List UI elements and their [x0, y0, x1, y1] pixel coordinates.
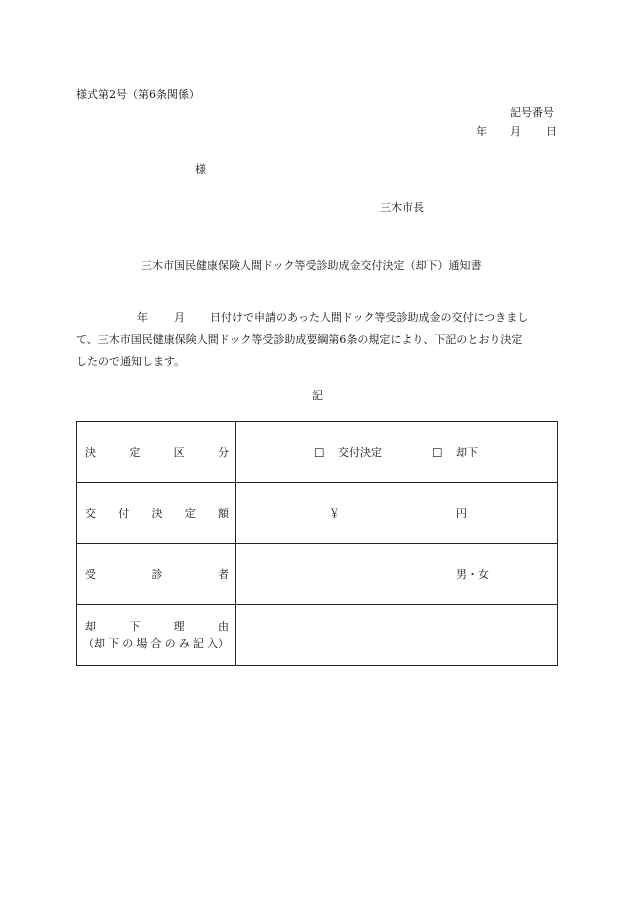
reject-checkbox[interactable]: □ [432, 445, 443, 459]
body-year: 年 [137, 311, 148, 324]
value-decision-category [236, 422, 558, 483]
label-grant-amount [77, 483, 236, 544]
yen-symbol: ￥ [329, 507, 340, 520]
note-char: の [164, 637, 176, 650]
sender-name: 三木市長 [380, 201, 424, 214]
gender-option[interactable]: 男・女 [456, 568, 489, 581]
value-grant-amount[interactable] [236, 483, 558, 544]
date-year: 年 [476, 125, 487, 138]
label-char: 決 [151, 507, 163, 520]
addressee-honorific: 様 [195, 163, 206, 176]
table-row [77, 605, 558, 666]
label-char: 付 [118, 507, 130, 520]
value-rejection-reason[interactable] [236, 605, 558, 666]
date-month: 月 [510, 125, 521, 138]
body-month: 月 [174, 311, 185, 324]
reject-option-label: 却下 [456, 446, 478, 459]
label-char: 者 [218, 568, 229, 581]
body-line3: したので通知します。 [76, 355, 186, 368]
label-char: 交 [85, 507, 96, 520]
value-examinee[interactable] [236, 544, 558, 605]
label-char: 却 [85, 620, 96, 633]
note-char: 入） [207, 637, 229, 650]
table-row [77, 544, 558, 605]
label-char: 理 [173, 620, 185, 633]
ki-heading: 記 [312, 389, 323, 402]
body-line2: て、三木市国民健康保険人間ドック等受診助成要綱第6条の規定により、下記のとおり決定 [76, 333, 523, 346]
note-char: （却 [83, 637, 105, 650]
label-char: 由 [217, 620, 229, 633]
note-char: の [122, 637, 134, 650]
label-rejection-reason [77, 605, 236, 666]
note-char: 場 [136, 637, 148, 650]
label-char: 決 [85, 446, 96, 459]
date-day: 日 [546, 125, 557, 138]
body-line1: 日付けで申請のあった人間ドック等受診助成金の交付につきまし [210, 311, 529, 324]
decision-table [76, 421, 558, 666]
label-char: 下 [129, 620, 141, 633]
record-number: 記号番号 [510, 106, 554, 119]
yen-unit: 円 [456, 507, 467, 520]
label-examinee [77, 544, 236, 605]
approve-checkbox[interactable]: □ [314, 445, 325, 459]
label-char: 定 [184, 507, 196, 520]
label-decision-category [77, 422, 236, 483]
note-char: 合 [150, 637, 162, 650]
label-char: 区 [173, 446, 185, 459]
note-char: 下 [108, 637, 120, 650]
form-number: 様式第2号（第6条関係） [76, 88, 200, 101]
table-row [77, 422, 558, 483]
label-char: 定 [129, 446, 141, 459]
table-row [77, 483, 558, 544]
label-char: 額 [218, 507, 229, 520]
label-char: 受 [85, 568, 96, 581]
approve-option-label: 交付決定 [338, 446, 382, 459]
document-title: 三木市国民健康保険人間ドック等受診助成金交付決定（却下）通知書 [141, 259, 482, 272]
note-char: み [178, 637, 190, 650]
note-char: 記 [192, 637, 204, 650]
label-char: 分 [217, 446, 229, 459]
label-char: 診 [151, 568, 163, 581]
